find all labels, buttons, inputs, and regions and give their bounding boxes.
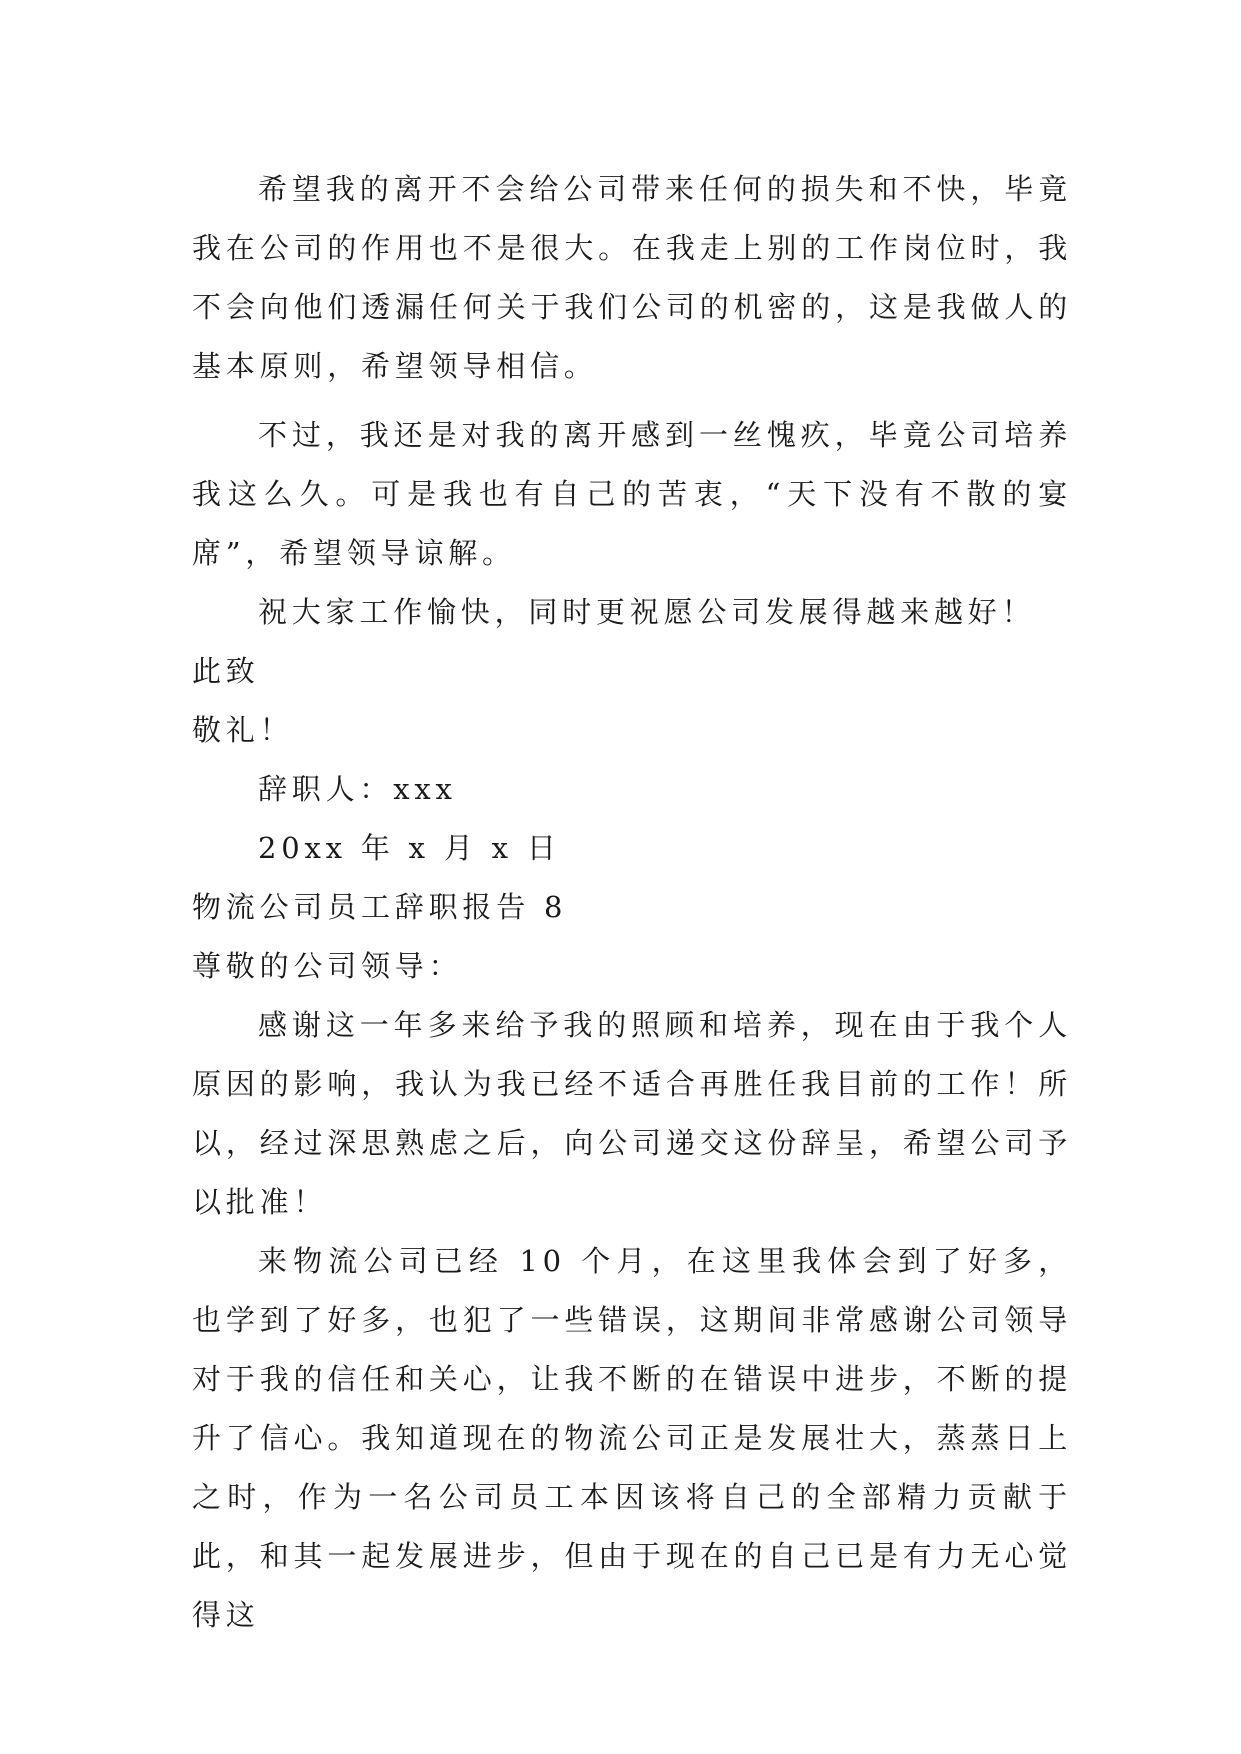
paragraph-2: 不过，我还是对我的离开感到一丝愧疚，毕竟公司培养我这么久。可是我也有自己的苦衷，“天下没有不散的宴席”，希望领导谅解。 <box>192 418 1072 570</box>
date-line: 20xx 年 x 月 x 日 <box>258 831 561 865</box>
paragraph-1: 希望我的离开不会给公司带来任何的损失和不快，毕竟我在公司的作用也不是很大。在我走上别的工作岗位时，我不会向他们透漏任何关于我们公司的机密的，这是我做人的基本原则，希望领导相信。 <box>192 172 1072 383</box>
paragraph-3: 祝大家工作愉快，同时更祝愿公司发展得越来越好！ <box>258 595 1036 629</box>
paragraph-4: 感谢这一年多来给予我的照顾和培养，现在由于我个人原因的影响，我认为我已经不适合再胜任我目前的工作！所以，经过深思熟虑之后，向公司递交这份辞呈，希望公司予以批准！ <box>192 1008 1072 1219</box>
salutation: 尊敬的公司领导： <box>192 949 463 983</box>
paragraph-5: 来物流公司已经 10 个月，在这里我体会到了好多，也学到了好多，也犯了一些错误，这期间非常感谢公司领导对于我的信任和关心，让我不断的在错误中进步，不断的提升了信心。我知道现在的物流公司正是发展壮大，蒸蒸日上之时，作为一名公司员工本因该将自己的全部精力贡献于此，和其一起发展进步，但由于现在的自己已是有力无心觉得这 <box>192 1244 1072 1632</box>
signer-line: 辞职人：xxx <box>258 772 457 806</box>
closing-line-2: 敬礼！ <box>192 713 294 747</box>
section-title: 物流公司员工辞职报告 8 <box>192 890 568 924</box>
document-body <box>192 160 1072 1645</box>
closing-line-1: 此致 <box>192 654 260 688</box>
